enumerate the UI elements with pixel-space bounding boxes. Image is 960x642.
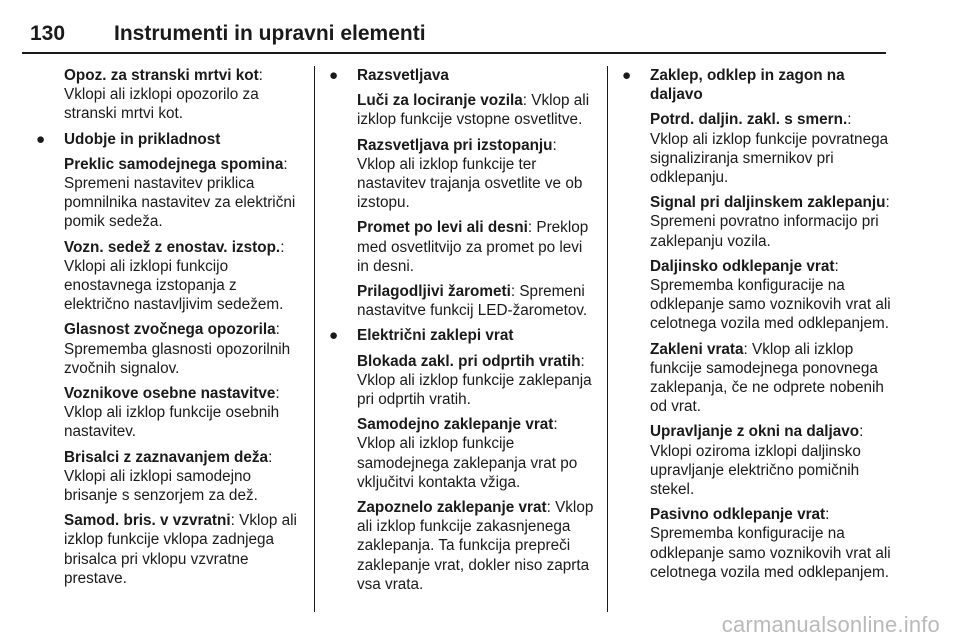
setting-entry [357, 352, 597, 410]
setting-description: : Spremeni nastavitev priklica pomnilnika nastavitev za električni pomik sedeža. [64, 155, 296, 231]
column-divider [314, 66, 315, 612]
setting-entry [650, 422, 892, 499]
setting-term: Signal pri daljinskem zaklepanju [650, 194, 886, 212]
setting-description: : Vklop ali izklop funkcije samodejnega ponovnega zaklepanja, če ne odprete nobenih od vrat. [650, 340, 884, 416]
section-bullet [329, 66, 597, 85]
page-title: Instrumenti in upravni elementi [114, 22, 426, 45]
bullet-dot-icon: ● [329, 67, 339, 84]
setting-term: Upravljanje z okni na daljavo [650, 423, 860, 441]
setting-term: Pasivno odklepanje vrat [650, 506, 826, 524]
section-heading: Električni zaklepi vrat [357, 327, 514, 345]
setting-description: : Sprememba konfiguracije na odklepanje samo voznikovih vrat ali celotnega vozila med odklepanjem. [650, 506, 891, 581]
setting-description: : Spremeni nastavitve funkcij LED-žarometov. [357, 283, 588, 320]
setting-entry [64, 155, 302, 232]
section-bullet [329, 326, 597, 345]
section-heading: Zaklep, odklep in zagon na daljavo [650, 67, 845, 104]
setting-entry [357, 136, 597, 213]
setting-term: Voznikove osebne nastavitve [64, 385, 276, 403]
section-bullet [36, 130, 302, 149]
page-header [22, 14, 886, 54]
setting-entry [64, 384, 302, 442]
setting-description: : Vklop ali izklop funkcije povratnega signaliziranja smernikov pri odklepanju. [650, 111, 889, 187]
section-heading: Razsvetljava [357, 67, 449, 84]
setting-entry [64, 320, 302, 378]
page-number: 130 [30, 22, 66, 45]
setting-term: Prilagodljivi žarometi [357, 283, 511, 301]
setting-description: : Vklop ali izklop funkcije ter nastavitev trajanja osvetlite ve ob izstopu. [357, 136, 583, 212]
setting-entry [357, 282, 597, 320]
setting-term: Vozn. sedež z enostav. izstop. [64, 238, 281, 256]
section-heading: Udobje in prikladnost [64, 130, 221, 148]
setting-description: : Vklop ali izklop funkcije zakasnjenega zaklepanja. Ta funkcija prepreči zaklepanje vrat, dokler niso zaprta vsa vrata. [357, 499, 594, 593]
setting-term: Luči za lociranje vozila [357, 92, 523, 110]
setting-entry [650, 505, 892, 582]
section-bullet [622, 66, 892, 104]
setting-entry [650, 193, 892, 251]
setting-entry [357, 415, 597, 492]
setting-term: Brisalci z zaznavanjem deža [64, 448, 269, 466]
setting-description: : Vklopi ali izklopi opozorilo za stranski mrtvi kot. [64, 67, 263, 123]
setting-term: Blokada zakl. pri odprtih vratih [357, 352, 581, 370]
setting-description: : Vklop ali izklop funkcije zaklepanja pri odprtih vratih. [357, 352, 592, 409]
setting-description: : Spremeni povratno informacijo pri zaklepanju vozila. [650, 194, 890, 250]
setting-term: Glasnost zvočnega opozorila [64, 321, 276, 339]
watermark: carmanualsonline.info [721, 612, 940, 637]
bullet-dot-icon: ● [622, 67, 632, 84]
setting-term: Preklic samodejnega spomina [64, 155, 284, 173]
setting-entry [650, 340, 892, 417]
setting-term: Zapoznelo zaklepanje vrat [357, 499, 547, 517]
setting-term: Razsvetljava pri izstopanju [357, 136, 553, 154]
setting-entry [64, 238, 302, 315]
setting-description: : Sprememba glasnosti opozorilnih zvočnih signalov. [64, 321, 291, 377]
setting-entry [64, 66, 302, 124]
bullet-dot-icon: ● [36, 130, 46, 148]
setting-description: : Sprememba konfiguracije na odklepanje samo voznikovih vrat ali celotnega vozila med odklepanjem. [650, 257, 891, 333]
setting-entry [357, 91, 597, 129]
setting-entry [650, 257, 892, 334]
setting-entry [650, 110, 892, 187]
text-column-1 [36, 66, 302, 594]
setting-entry [64, 511, 302, 588]
setting-entry [357, 498, 597, 594]
setting-description: : Vklopi oziroma izklopi daljinsko upravljanje električno pomičnih stekel. [650, 423, 864, 499]
setting-description: : Preklop med osvetlitvijo za promet po levi in desni. [357, 219, 589, 275]
text-column-2 [329, 66, 597, 600]
bullet-dot-icon: ● [329, 327, 339, 345]
setting-term: Daljinsko odklepanje vrat [650, 257, 835, 275]
setting-entry [64, 448, 302, 506]
setting-term: Samodejno zaklepanje vrat [357, 416, 554, 434]
setting-term: Potrd. daljin. zakl. s smern. [650, 111, 848, 129]
setting-description: : Vklopi ali izklopi samodejno brisanje s senzorjem za dež. [64, 448, 273, 505]
setting-entry [357, 218, 597, 276]
text-column-3 [622, 66, 892, 588]
setting-term: Promet po levi ali desni [357, 219, 528, 237]
setting-description: : Vklop ali izklop funkcije vklopa zadnjega brisalca pri vklopu vzvratne prestave. [64, 512, 297, 587]
setting-description: : Vklopi ali izklopi funkcijo enostavnega izstopanja z električno nastavljivim sedežem. [64, 238, 285, 314]
setting-term: Zakleni vrata [650, 340, 744, 358]
setting-description: : Vklop ali izklop funkcije osebnih nastavitev. [64, 385, 280, 441]
setting-term: Samod. bris. v vzvratni [64, 512, 231, 530]
column-divider [607, 66, 608, 612]
setting-description: : Vklop ali izklop funkcije vstopne osvetlitve. [357, 92, 590, 129]
setting-term: Opoz. za stranski mrtvi kot [64, 67, 259, 84]
setting-description: : Vklop ali izklop funkcije samodejnega zaklepanja vrat po vključitvi kontakta vžiga. [357, 416, 578, 491]
